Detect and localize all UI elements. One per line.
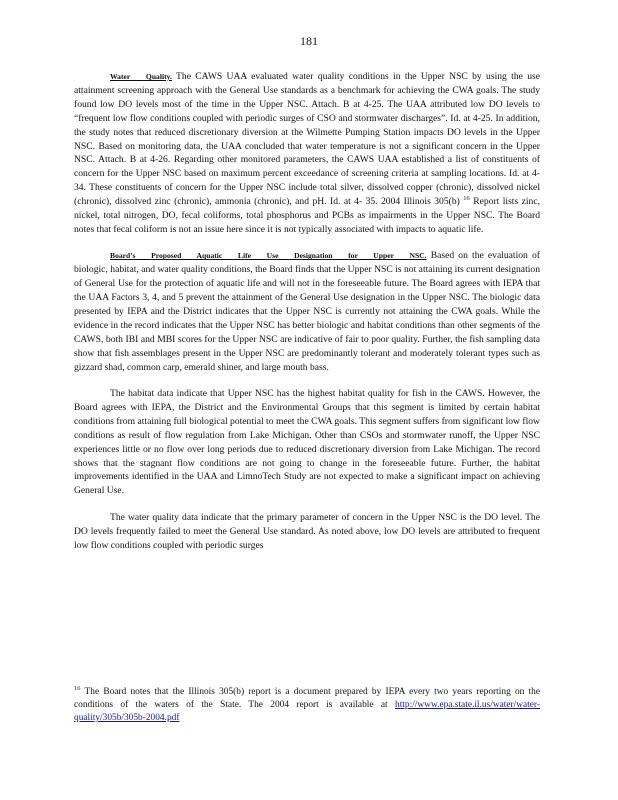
section-heading-proposed-designation: Board’s Proposed Aquatic Life Use Designation for Upper NSC. bbox=[110, 251, 427, 261]
footnote-marker: 16 bbox=[74, 684, 81, 692]
paragraph-proposed-designation bbox=[74, 249, 540, 374]
main-body bbox=[74, 70, 540, 565]
footnote-text: The Board notes that the Illinois 305(b) report is a document prepared by IEPA every two years reporting on the conditions of the waters of the State. The 2004 report is available at bbox=[74, 687, 540, 711]
footnote bbox=[74, 686, 540, 726]
paragraph-text-continued: Report lists zinc, nickel, total nitrogen, DO, fecal coliforms, total phosphorus and PCBs as impairments in the Upper NSC. The Board notes that fecal coliform is not an issue here since it is not typically associated with impacts to aquatic life. bbox=[74, 196, 541, 235]
paragraph-text: The habitat data indicate that Upper NSC has the highest habitat quality for fish in the CAWS. However, the Board agrees with IEPA, the District and the Environmental Groups that this segment is limited by certain habitat conditions from attaining full biological potential to meet the CWA goals. This segment suffers from significant low flow conditions as result of flow regulation from Lake Michigan. Other than CSOs and stormwater runoff, the Upper NSC experiences little or no flow over long periods due to reduced discretionary diversion from Lake Michigan. The record shows that the stagnant flow conditions are not going to change in the foreseeable future. Further, the habitat improvements identified in the UAA and LimnoTech Study are not expected to make a significant impact on achieving General Use. bbox=[74, 388, 540, 497]
footnote-reference[interactable]: 16 bbox=[463, 194, 470, 202]
footnote-link[interactable]: http://www.epa.state.il.us/water/water-quality/305b/305b-2004.pdf bbox=[74, 700, 540, 724]
paragraph-water-quality bbox=[74, 70, 540, 237]
section-heading-water-quality: Water Quality. bbox=[110, 72, 172, 81]
paragraph-water-quality-data bbox=[74, 511, 540, 553]
paragraph-habitat bbox=[74, 387, 540, 498]
page-number: 181 bbox=[300, 34, 318, 48]
paragraph-text: The CAWS UAA evaluated water quality conditions in the Upper NSC by using the use attainment screening approach with the General Use standards as a benchmark for achieving the CWA goals. The study found low DO levels most of the time in the Upper NSC. Attach. B at 4-25. The UAA attributed low DO levels to “frequent low flow conditions coupled with periodic surges of CSO and stormwater discharges”. Id. at 4-25. In addition, the study notes that reduced discretionary diversion at the Wilmette Pumping Station impacts DO levels in the Upper NSC. Based on monitoring data, the UAA concluded that water temperature is not a significant concern in the Upper NSC. Attach. B at 4-26. Regarding other monitored parameters, the CAWS UAA established a list of constituents of concern for the Upper NSC based on maximum percent exceedance of screening criteria at sampling locations. Id. at 4- 34. These constituents of concern for the Upper NSC include total silver, dissolved copper (chronic), dissolved nickel (chronic), dissolved zinc (chronic), ammonia (chronic), and pH. Id. at 4- 35. 2004 Illinois 305(b) bbox=[74, 71, 540, 208]
paragraph-text: The water quality data indicate that the primary parameter of concern in the Upper NSC is the DO level. The DO levels frequently failed to meet the General Use standard. As noted above, low DO levels are attributed to frequent low flow conditions coupled with periodic surges bbox=[74, 511, 540, 551]
paragraph-text: Based on the evaluation of biologic, habitat, and water quality conditions, the Board finds that the Upper NSC is not attaining its current designation of General Use for the protection of aquatic life and will not in the foreseeable future. The Board agrees with IEPA that the UAA Factors 3, 4, and 5 prevent the attainment of the General Use designation in the Upper NSC. The biologic data presented by IEPA and the District indicates that the Upper NSC is currently not attaining the CWA goals. While the evidence in the record indicates that the Upper NSC has better biologic and habitat conditions than other segments of the CAWS, both IBI and MBI scores for the Upper NSC are indicative of fair to poor quality. Further, the fish sampling data show that fish assemblages present in the Upper NSC are predominantly tolerant and moderately tolerant types such as gizzard shad, common carp, emerald shiner, and large mouth bass. bbox=[74, 250, 540, 373]
